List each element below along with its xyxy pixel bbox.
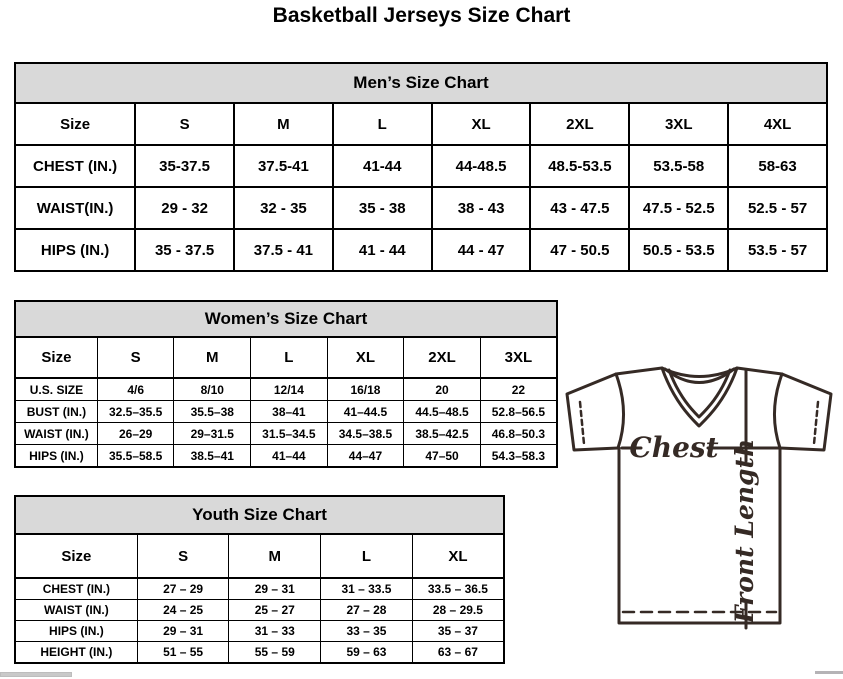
row-label: CHEST (IN.) — [15, 578, 137, 600]
horizontal-scrollbar-fragment[interactable] — [815, 671, 843, 674]
size-cell: 31.5–34.5 — [251, 423, 328, 445]
column-header: M — [234, 103, 333, 145]
size-cell: 41-44 — [333, 145, 432, 187]
column-header: S — [137, 534, 229, 578]
size-cell: 59 – 63 — [321, 642, 413, 664]
header-row — [15, 103, 827, 145]
table-row — [15, 578, 504, 600]
size-cell: 38.5–42.5 — [404, 423, 481, 445]
size-cell: 4/6 — [97, 378, 174, 401]
row-label: WAIST (IN.) — [15, 600, 137, 621]
size-cell: 27 – 29 — [137, 578, 229, 600]
size-cell: 50.5 - 53.5 — [629, 229, 728, 271]
size-cell: 44-48.5 — [432, 145, 531, 187]
column-header: XL — [327, 337, 404, 378]
row-label: HIPS (IN.) — [15, 445, 97, 468]
header-row — [15, 337, 557, 378]
column-header: L — [333, 103, 432, 145]
table-row — [15, 401, 557, 423]
size-cell: 24 – 25 — [137, 600, 229, 621]
size-cell: 28 – 29.5 — [412, 600, 504, 621]
size-cell: 41–44.5 — [327, 401, 404, 423]
size-cell: 34.5–38.5 — [327, 423, 404, 445]
size-cell: 51 – 55 — [137, 642, 229, 664]
size-cell: 35.5–58.5 — [97, 445, 174, 468]
size-cell: 35-37.5 — [135, 145, 234, 187]
size-cell: 55 – 59 — [229, 642, 321, 664]
right-sleeve-outline — [780, 374, 831, 450]
jersey-measurement-diagram — [556, 360, 843, 660]
row-label: WAIST (IN.) — [15, 423, 97, 445]
front-length-label: Front Length — [730, 438, 759, 624]
size-cell: 20 — [404, 378, 481, 401]
size-cell: 29 - 32 — [135, 187, 234, 229]
size-cell: 38.5–41 — [174, 445, 251, 468]
size-cell: 37.5-41 — [234, 145, 333, 187]
mens-table-banner: Men’s Size Chart — [14, 62, 828, 104]
table-row — [15, 187, 827, 229]
left-sleeve-seam-dashed — [580, 402, 584, 444]
size-cell: 29–31.5 — [174, 423, 251, 445]
size-cell: 48.5-53.5 — [530, 145, 629, 187]
size-cell: 54.3–58.3 — [480, 445, 557, 468]
column-header: 4XL — [728, 103, 827, 145]
size-cell: 53.5 - 57 — [728, 229, 827, 271]
size-corner-header: Size — [15, 534, 137, 578]
size-corner-header: Size — [15, 337, 97, 378]
column-header: XL — [412, 534, 504, 578]
youth-table-banner: Youth Size Chart — [14, 495, 505, 535]
right-sleeve-seam-dashed — [814, 402, 818, 444]
size-cell: 32.5–35.5 — [97, 401, 174, 423]
size-cell: 52.8–56.5 — [480, 401, 557, 423]
row-label: CHEST (IN.) — [15, 145, 135, 187]
size-cell: 8/10 — [174, 378, 251, 401]
size-cell: 33 – 35 — [321, 621, 413, 642]
size-cell: 27 – 28 — [321, 600, 413, 621]
column-header: 3XL — [629, 103, 728, 145]
table-row — [15, 642, 504, 664]
page-title: Basketball Jerseys Size Chart — [272, 4, 571, 27]
table-row — [15, 445, 557, 468]
column-header: 2XL — [404, 337, 481, 378]
size-cell: 53.5-58 — [629, 145, 728, 187]
size-cell: 29 – 31 — [229, 578, 321, 600]
size-cell: 31 – 33.5 — [321, 578, 413, 600]
size-cell: 47.5 - 52.5 — [629, 187, 728, 229]
size-cell: 46.8–50.3 — [480, 423, 557, 445]
size-cell: 35 - 37.5 — [135, 229, 234, 271]
table-row — [15, 145, 827, 187]
row-label: WAIST(IN.) — [15, 187, 135, 229]
table-row — [15, 600, 504, 621]
size-cell: 32 - 35 — [234, 187, 333, 229]
column-header: 3XL — [480, 337, 557, 378]
column-header: L — [251, 337, 328, 378]
youth-table — [14, 533, 505, 664]
column-header: 2XL — [530, 103, 629, 145]
row-label: BUST (IN.) — [15, 401, 97, 423]
header-row — [15, 534, 504, 578]
size-cell: 63 – 67 — [412, 642, 504, 664]
size-cell: 35.5–38 — [174, 401, 251, 423]
column-header: M — [229, 534, 321, 578]
size-cell: 38 - 43 — [432, 187, 531, 229]
row-label: HEIGHT (IN.) — [15, 642, 137, 664]
column-header: L — [321, 534, 413, 578]
size-cell: 44 - 47 — [432, 229, 531, 271]
size-cell: 26–29 — [97, 423, 174, 445]
size-cell: 44–47 — [327, 445, 404, 468]
table-row — [15, 621, 504, 642]
table-row — [15, 229, 827, 271]
column-header: S — [97, 337, 174, 378]
size-corner-header: Size — [15, 103, 135, 145]
column-header: XL — [432, 103, 531, 145]
size-cell: 58-63 — [728, 145, 827, 187]
mens-table — [14, 102, 828, 272]
size-cell: 43 - 47.5 — [530, 187, 629, 229]
left-sleeve-outline — [567, 374, 618, 450]
horizontal-scrollbar-thumb[interactable] — [0, 672, 72, 677]
size-cell: 38–41 — [251, 401, 328, 423]
womens-table — [14, 336, 558, 468]
size-cell: 16/18 — [327, 378, 404, 401]
size-cell: 37.5 - 41 — [234, 229, 333, 271]
size-cell: 44.5–48.5 — [404, 401, 481, 423]
table-row — [15, 423, 557, 445]
womens-table-banner: Women’s Size Chart — [14, 300, 558, 338]
size-cell: 47–50 — [404, 445, 481, 468]
column-header: S — [135, 103, 234, 145]
size-cell: 33.5 – 36.5 — [412, 578, 504, 600]
row-label: HIPS (IN.) — [15, 229, 135, 271]
mens-size-table — [14, 62, 828, 272]
row-label: U.S. SIZE — [15, 378, 97, 401]
youth-size-table — [14, 495, 505, 664]
size-cell: 41 - 44 — [333, 229, 432, 271]
size-cell: 41–44 — [251, 445, 328, 468]
size-cell: 31 – 33 — [229, 621, 321, 642]
chest-label: Chest — [629, 431, 719, 464]
womens-size-table — [14, 300, 558, 468]
size-cell: 35 - 38 — [333, 187, 432, 229]
table-row — [15, 378, 557, 401]
size-cell: 29 – 31 — [137, 621, 229, 642]
size-cell: 52.5 - 57 — [728, 187, 827, 229]
size-cell: 47 - 50.5 — [530, 229, 629, 271]
row-label: HIPS (IN.) — [15, 621, 137, 642]
size-cell: 12/14 — [251, 378, 328, 401]
size-cell: 35 – 37 — [412, 621, 504, 642]
size-cell: 22 — [480, 378, 557, 401]
column-header: M — [174, 337, 251, 378]
size-cell: 25 – 27 — [229, 600, 321, 621]
